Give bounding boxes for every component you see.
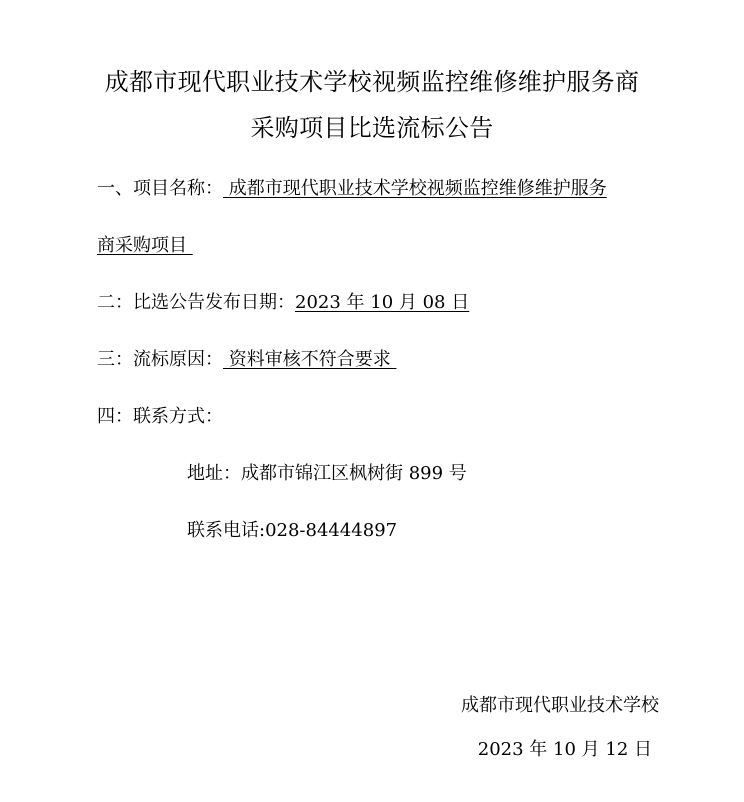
failure-reason-value: 资料审核不符合要求 [223, 349, 397, 370]
announcement-title-line-2: 采购项目比选流标公告 [250, 114, 494, 142]
project-name-row-continued [97, 234, 193, 258]
contact-address: 地址：成都市锦江区枫树街 899 号 [187, 463, 467, 484]
project-name-value: 成都市现代职业技术学校视频监控维修维护服务 [223, 178, 607, 199]
announcement-title-line-1: 成都市现代职业技术学校视频监控维修维护服务商 [104, 68, 640, 96]
failure-reason-row [97, 348, 396, 372]
announcement-date-row [97, 291, 469, 315]
project-name-label: 一、项目名称： [97, 178, 223, 199]
project-name-value-continued: 商采购项目 [97, 235, 193, 256]
announcement-date-value: 2023 年 10 月 08 日 [295, 292, 470, 313]
project-name-row [97, 177, 607, 201]
failure-reason-label: 三：流标原因： [97, 349, 223, 370]
signature-organization: 成都市现代职业技术学校 [461, 695, 659, 716]
announcement-date-label: 二：比选公告发布日期： [97, 292, 295, 313]
signature-date: 2023 年 10 月 12 日 [477, 739, 652, 760]
contact-heading: 四：联系方式： [97, 406, 223, 427]
contact-phone: 联系电话:028-84444897 [187, 520, 398, 541]
